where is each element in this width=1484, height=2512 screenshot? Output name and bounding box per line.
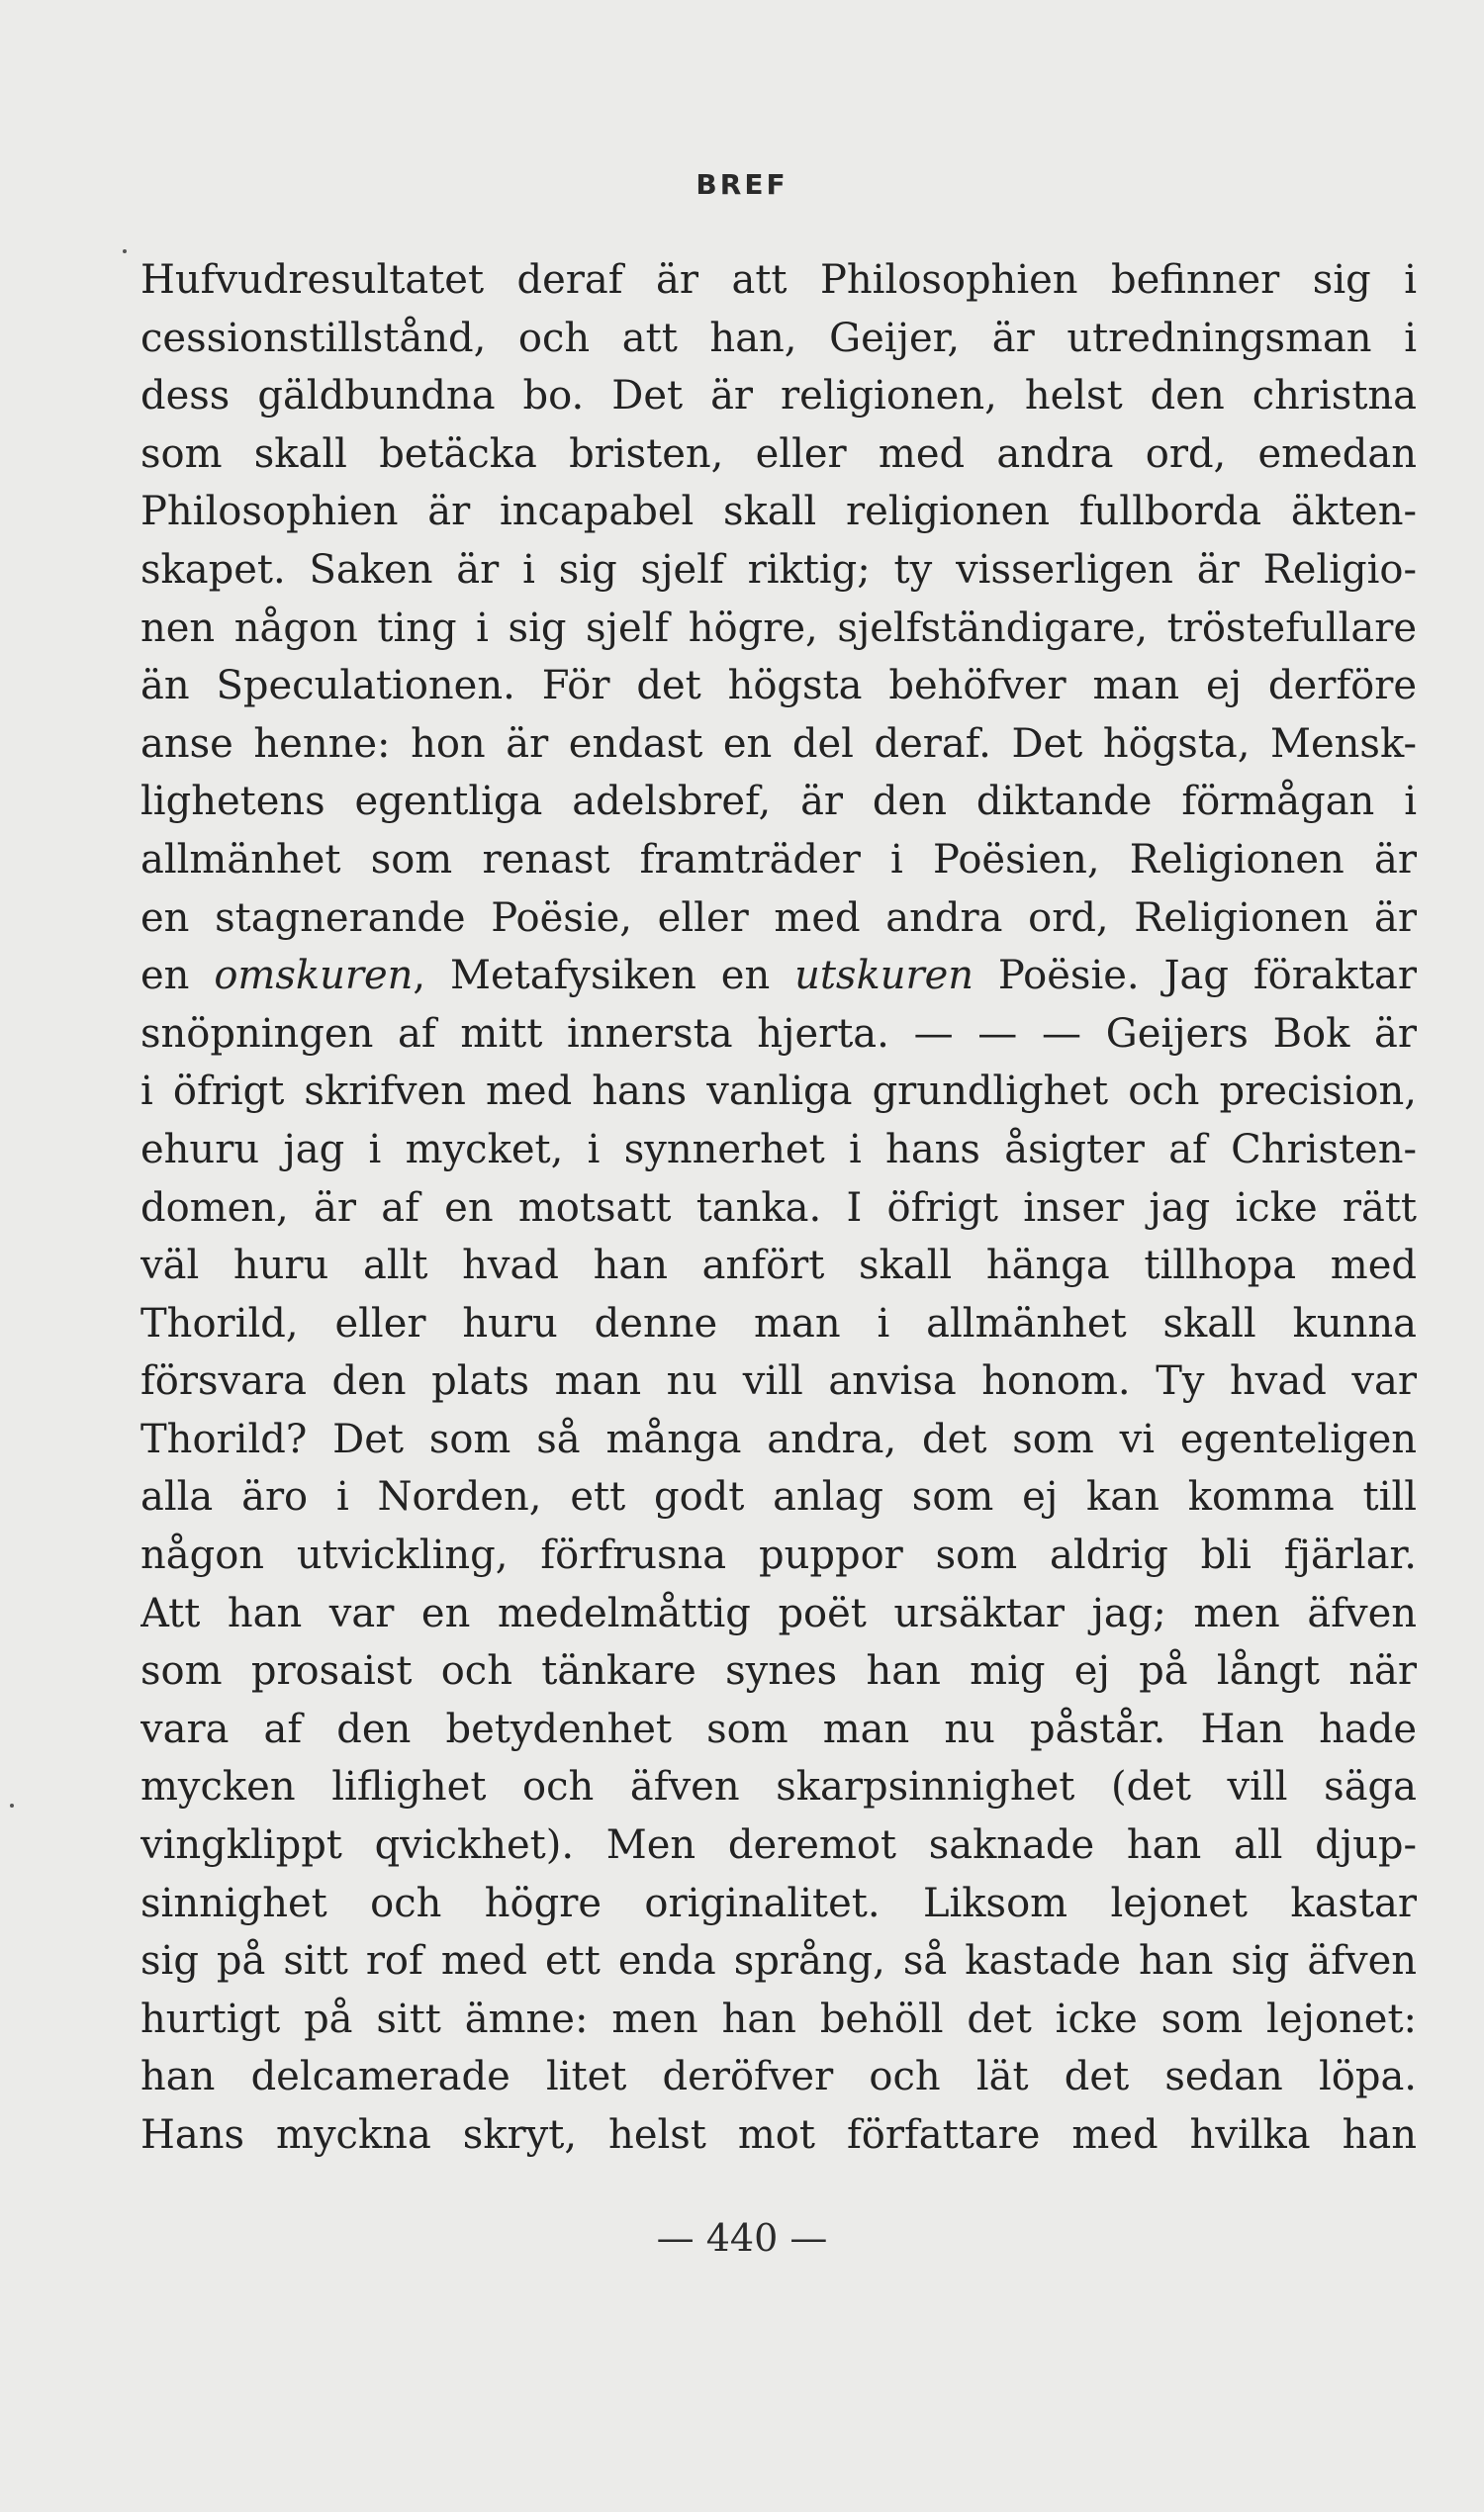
text-line: dess gäldbundna bo. Det är religionen, helst den christna — [140, 373, 1417, 419]
text-line: skapet. Saken är i sig sjelf riktig; ty visserligen är Religio- — [140, 546, 1417, 593]
text-line: anse henne: hon är endast en del deraf. Det högsta, Mensk- — [140, 720, 1417, 767]
text-line: Thorild? Det som så många andra, det som vi egenteligen — [140, 1416, 1417, 1462]
text-line: i öfrigt skrifven med hans vanliga grundlighet och precision, — [140, 1069, 1417, 1115]
text-line: mycken liflighet och äfven skarpsinnighet (det vill säga — [140, 1764, 1417, 1811]
text-line: snöpningen af mitt innersta hjerta. — — — Geijers Bok är — [140, 1010, 1417, 1057]
text-line: cessionstillstånd, och att han, Geijer, är utredningsman i — [140, 315, 1417, 361]
running-header: BREF — [696, 168, 788, 201]
text-line: någon utvickling, förfrusna puppor som aldrig bli fjärlar. — [140, 1533, 1417, 1579]
text-line: lighetens egentliga adelsbref, är den diktande förmågan i — [140, 779, 1417, 825]
text-line: Hans myckna skryt, helst mot författare med hvilka han — [140, 2112, 1417, 2158]
text-line: Hufvudresultatet deraf är att Philosophien befinner sig i — [140, 257, 1417, 303]
letter-body — [140, 251, 1417, 2165]
stray-mark — [123, 249, 127, 253]
text-line: sinnighet och högre originalitet. Liksom lejonet kastar — [140, 1880, 1417, 1926]
text-line: domen, är af en motsatt tanka. I öfrigt inser jag icke rätt — [140, 1184, 1417, 1231]
stray-mark — [10, 1804, 14, 1808]
text-line: en stagnerande Poësie, eller med andra ord, Religionen är — [140, 894, 1417, 941]
text-line: allmänhet som renast framträder i Poësien, Religionen är — [140, 836, 1417, 883]
text-line: Thorild, eller huru denne man i allmänhet skall kunna — [140, 1300, 1417, 1347]
text-line: som prosaist och tänkare synes han mig ej på långt när — [140, 1648, 1417, 1695]
text-line: Philosophien är incapabel skall religionen fullborda äkten- — [140, 489, 1417, 535]
text-line: försvara den plats man nu vill anvisa honom. Ty hvad var — [140, 1358, 1417, 1405]
emphasis: omskuren — [214, 953, 414, 999]
text-line: hurtigt på sitt ämne: men han behöll det icke som lejonet: — [140, 1996, 1417, 2042]
text-line: Att han var en medelmåttig poët ursäktar jag; men äfven — [140, 1590, 1417, 1636]
text-line: ehuru jag i mycket, i synnerhet i hans åsigter af Christen- — [140, 1126, 1417, 1172]
text-line: väl huru allt hvad han anfört skall hänga tillhopa med — [140, 1243, 1417, 1289]
emphasis: utskuren — [794, 953, 974, 999]
text-line: än Speculationen. För det högsta behöfver man ej derföre — [140, 663, 1417, 709]
text-line: en omskuren, Metafysiken en utskuren Poësie. Jag föraktar — [140, 953, 1417, 999]
text-line: han delcamerade litet deröfver och lät det sedan löpa. — [140, 2054, 1417, 2100]
text-line: alla äro i Norden, ett godt anlag som ej kan komma till — [140, 1474, 1417, 1521]
text-line: sig på sitt rof med ett enda språng, så kastade han sig äfven — [140, 1938, 1417, 1985]
text-line: som skall betäcka bristen, eller med andra ord, emedan — [140, 430, 1417, 477]
text-line: vara af den betydenhet som man nu påstår. Han hade — [140, 1706, 1417, 1752]
text-line: nen någon ting i sig sjelf högre, sjelfständigare, tröstefullare — [140, 605, 1417, 651]
page-number: — 440 — — [656, 2216, 828, 2260]
text-line: vingklippt qvickhet). Men deremot saknade han all djup- — [140, 1822, 1417, 1869]
